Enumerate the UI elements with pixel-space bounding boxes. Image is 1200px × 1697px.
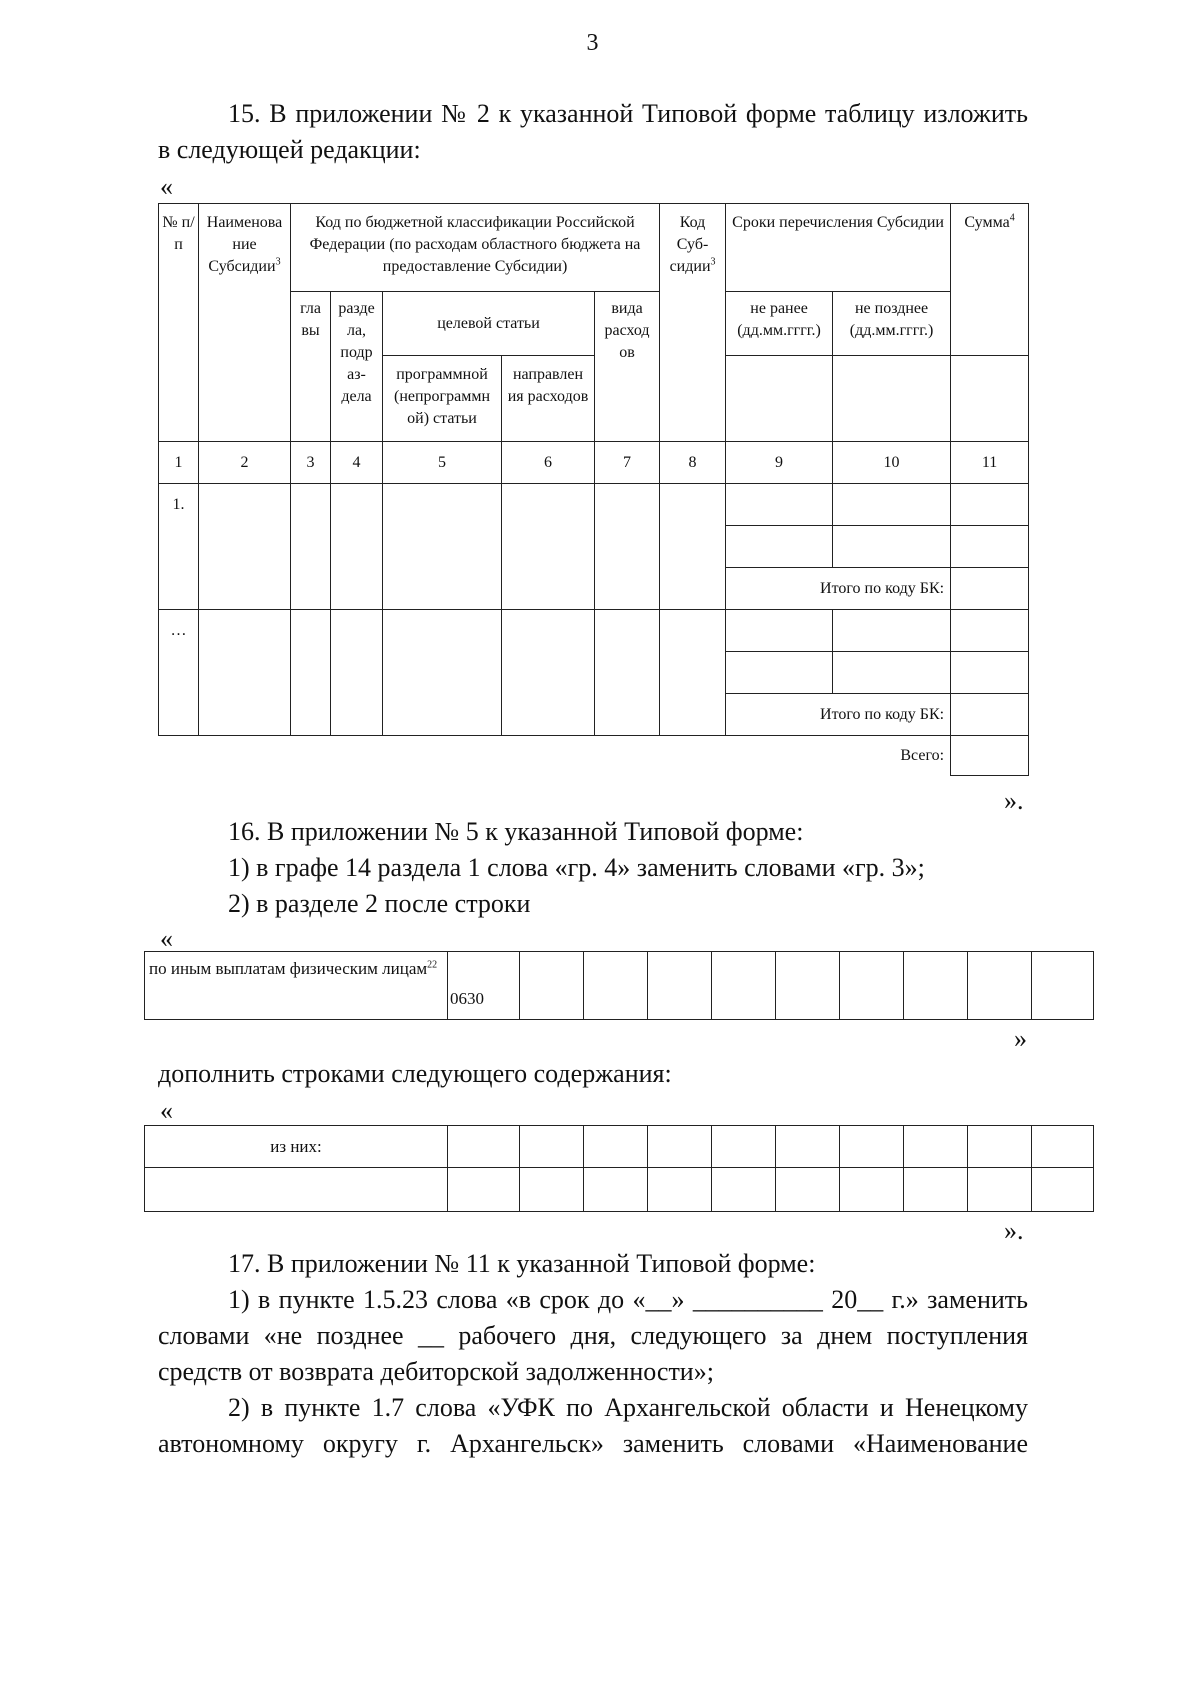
header-num: № п/п [159,204,199,442]
p17-line2: 1) в пункте 1.5.23 слова «в срок до «__» __________ 20__ г.» заменить [228,1285,1028,1314]
page-number: 3 [586,30,599,56]
header-transfer-terms: Сроки перечисления Субсидии [726,204,951,292]
p16-line1: 16. В приложении № 5 к указанной Типовой форме: [228,817,804,846]
payments-label: по иным выплатам физическим лицам$^{22}$ [145,952,448,1020]
col-number: 3 [291,442,331,484]
empty-cell [833,356,951,442]
quote-open-3: « [160,1096,173,1125]
quote-close-3: ». [1004,1216,1024,1245]
row-label: … [159,610,199,736]
header-subsidy-code: Код Суб- сидии$^3$ [660,204,726,442]
among-them-label: из них: [145,1126,448,1168]
table-row [159,484,1029,526]
header-chapter: гла вы [291,292,331,442]
subsidy-table [158,203,1029,776]
row-label: 1. [159,484,199,610]
quote-close-2: » [1014,1024,1027,1053]
col-number: 10 [833,442,951,484]
itogo-label: Итого по коду БК: [726,694,951,736]
col-number: 11 [951,442,1029,484]
p17-line5: 2) в пункте 1.7 слова «УФК по Архангельской области и Ненецкому [228,1393,1028,1422]
table-row [159,610,1029,652]
quote-open-2: « [160,924,173,953]
header-expense-direction: направлен ия расходов [502,356,595,442]
empty-cell [726,356,833,442]
payments-row-table [144,951,1094,1020]
itogo-label: Итого по коду БК: [726,568,951,610]
p15-line2: в следующей редакции: [158,135,421,164]
col-number: 4 [331,442,383,484]
header-not-earlier: не ранее (дд.мм.гггг.) [726,292,833,356]
quote-open-1: « [160,172,173,201]
p17-line6: автономному округу г. Архангельск» заменить словами «Наименование [158,1429,1028,1458]
header-sum: Сумма$^4$ [951,204,1029,356]
header-not-later: не позднее (дд.мм.гггг.) [833,292,951,356]
header-expense-type: вида расход ов [595,292,660,442]
col-number: 6 [502,442,595,484]
col-number: 9 [726,442,833,484]
p17-line3: словами «не позднее __ рабочего дня, следующего за днем поступления [158,1321,1028,1350]
header-section: разде ла, подр аз- дела [331,292,383,442]
header-subsidy-name: Наименова ние Субсидии$^3$ [199,204,291,442]
p17-line1: 17. В приложении № 11 к указанной Типовой форме: [228,1249,816,1278]
header-budget-code: Код по бюджетной классификации Российской Федерации (по расходам областного бюджета на предоставление Субсидии) [291,204,660,292]
empty-cell [951,356,1029,442]
vsego-label: Всего: [900,746,945,764]
col-number: 2 [199,442,291,484]
col-number: 1 [159,442,199,484]
quote-close-1: ». [1004,786,1024,815]
column-numbers-row [159,442,1029,484]
vsego-value [951,736,1029,776]
col-number: 8 [660,442,726,484]
col-number: 7 [595,442,660,484]
payments-code: 0630 [448,952,520,1020]
among-them-table [144,1125,1094,1212]
col-number: 5 [383,442,502,484]
p16-line2: 1) в графе 14 раздела 1 слова «гр. 4» заменить словами «гр. 3»; [228,853,925,882]
p15-line1: 15. В приложении № 2 к указанной Типовой форме таблицу изложить [228,99,1028,128]
p16-line3: 2) в разделе 2 после строки [228,889,531,918]
dopolnit-line: дополнить строками следующего содержания: [158,1059,672,1088]
p17-line4: средств от возврата дебиторской задолженности»; [158,1357,714,1386]
header-target-article: целевой статьи [383,292,595,356]
header-program-article: программной (непрограммн ой) статьи [383,356,502,442]
